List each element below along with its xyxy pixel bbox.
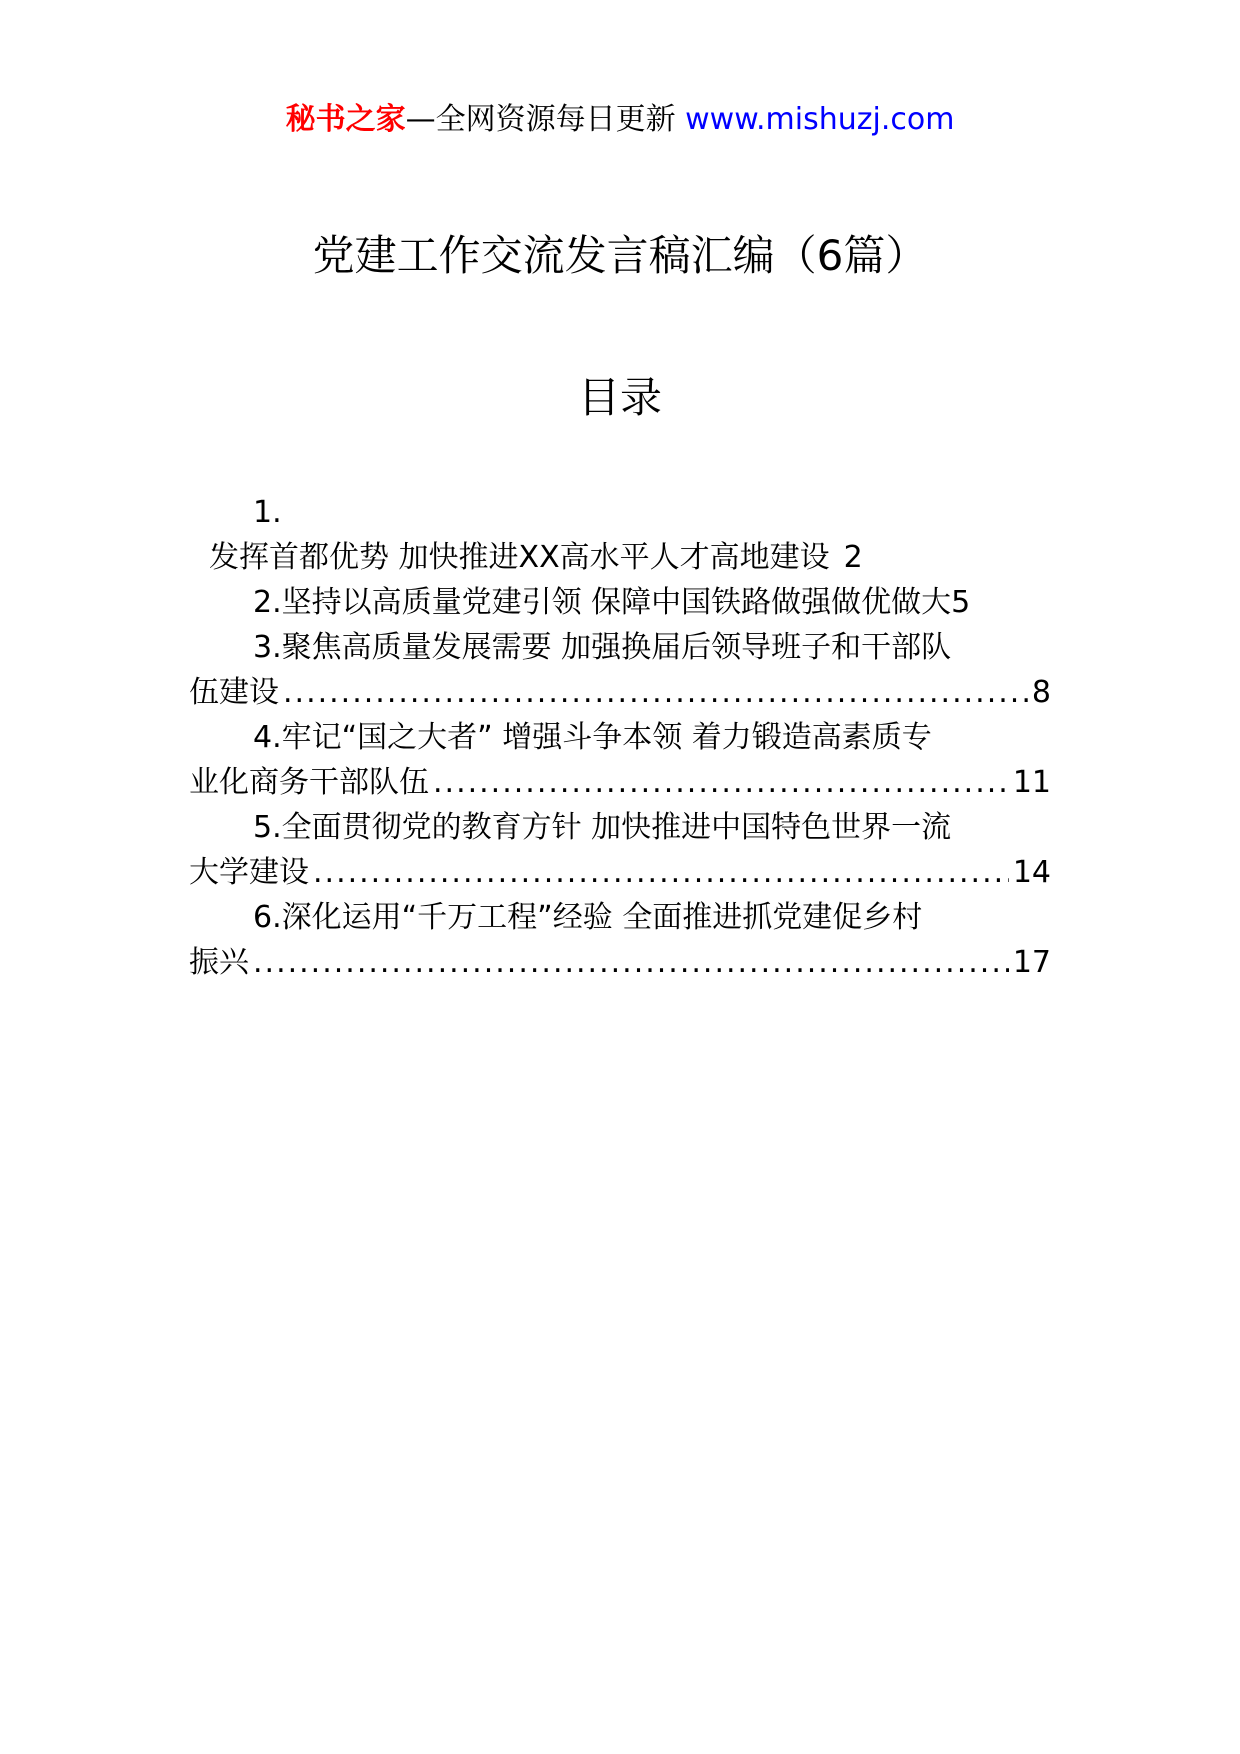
toc-entry-page: 5	[951, 585, 971, 620]
site-banner	[0, 100, 1240, 140]
toc-entry-number: 1.	[253, 495, 282, 530]
toc-entry-title-continued: 伍建设	[189, 675, 279, 710]
document-title: 党建工作交流发言稿汇编（6篇）	[312, 231, 928, 280]
toc-entry-title: 发挥首都优势 加快推进XX高水平人才高地建设	[209, 540, 830, 575]
toc-entry-number: 6.	[253, 900, 282, 935]
toc-entry-5[interactable]	[189, 805, 1051, 895]
toc-entry-title: 坚持以高质量党建引领 保障中国铁路做强做优做大	[281, 585, 952, 620]
dot-leader	[313, 850, 1009, 895]
table-of-contents	[189, 490, 1051, 985]
toc-entry-number: 2.	[253, 585, 282, 620]
dot-leader	[433, 760, 1009, 805]
toc-entry-4[interactable]	[189, 715, 1051, 805]
brand-name: 秘书之家	[285, 102, 406, 137]
toc-entry-page: 2	[843, 540, 863, 575]
toc-entry-number: 3.	[253, 630, 282, 665]
toc-entry-3[interactable]	[189, 625, 1051, 715]
toc-entry-page: 17	[1012, 945, 1051, 980]
toc-entry-title: 全面贯彻党的教育方针 加快推进中国特色世界一流	[281, 810, 952, 845]
banner-tagline: —全网资源每日更新	[405, 102, 676, 137]
toc-entry-2[interactable]	[189, 580, 1051, 625]
toc-entry-title: 牢记“国之大者” 增强斗争本领 着力锻造高素质专	[281, 720, 932, 755]
toc-heading: 目录	[577, 373, 662, 422]
toc-entry-title-continued: 振兴	[189, 945, 249, 980]
toc-entry-6[interactable]	[189, 895, 1051, 985]
toc-entry-title-continued: 业化商务干部队伍	[189, 765, 429, 800]
toc-entry-number: 4.	[253, 720, 282, 755]
toc-entry-page: 11	[1012, 765, 1051, 800]
site-url-link[interactable]: www.mishuzj.com	[685, 102, 955, 137]
toc-entry-title-continued: 大学建设	[189, 855, 309, 890]
toc-entry-page: 14	[1012, 855, 1051, 890]
toc-entry-title: 深化运用“千万工程”经验 全面推进抓党建促乡村	[281, 900, 923, 935]
toc-entry-page: 8	[1031, 675, 1051, 710]
toc-entry-number: 5.	[253, 810, 282, 845]
toc-entry-title: 聚焦高质量发展需要 加强换届后领导班子和干部队	[281, 630, 952, 665]
toc-entry-1[interactable]	[189, 490, 1051, 580]
dot-leader	[253, 940, 1009, 985]
dot-leader	[283, 670, 1028, 715]
